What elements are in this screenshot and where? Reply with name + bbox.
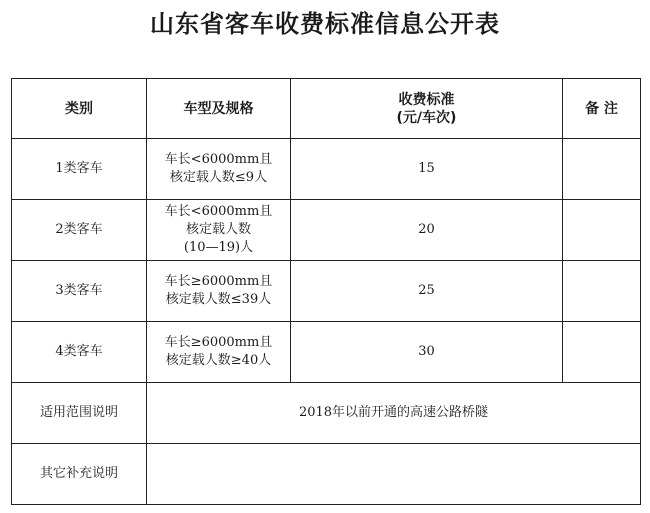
category-cell: 2类客车 — [12, 200, 147, 261]
page-title: 山东省客车收费标准信息公开表 — [150, 9, 500, 38]
category-cell: 1类客车 — [12, 139, 147, 200]
other-notes-value — [147, 444, 641, 505]
spec-cell — [147, 200, 291, 261]
spec-line: 核定载人数≤39人 — [165, 292, 272, 307]
table-row — [12, 261, 641, 322]
spec-line: 核定载人数 — [185, 222, 251, 237]
note-cell — [563, 200, 641, 261]
scope-value: 2018年以前开通的高速公路桥隧 — [147, 383, 641, 444]
spec-line: 车长<6000mm且 — [164, 204, 273, 219]
spec-cell — [147, 322, 291, 383]
table-row — [12, 322, 641, 383]
spec-line: 车长≥6000mm且 — [164, 335, 273, 350]
category-cell: 4类客车 — [12, 322, 147, 383]
spec-line: 核定载人数≤9人 — [169, 170, 268, 185]
note-cell — [563, 261, 641, 322]
note-cell — [563, 139, 641, 200]
fee-cell: 15 — [291, 139, 563, 200]
spec-line: 车长≥6000mm且 — [164, 274, 273, 289]
scope-row — [12, 383, 641, 444]
header-fee-unit: (元/车次) — [396, 109, 457, 126]
category-cell: 3类客车 — [12, 261, 147, 322]
table-header-row — [12, 79, 641, 139]
header-note: 备 注 — [563, 79, 641, 139]
scope-label: 适用范围说明 — [12, 383, 147, 444]
fee-cell: 20 — [291, 200, 563, 261]
fee-standard-table — [11, 78, 641, 505]
other-notes-label: 其它补充说明 — [12, 444, 147, 505]
fee-cell: 25 — [291, 261, 563, 322]
header-fee — [291, 79, 563, 139]
header-spec: 车型及规格 — [147, 79, 291, 139]
header-category: 类别 — [12, 79, 147, 139]
fee-cell: 30 — [291, 322, 563, 383]
spec-line: 车长<6000mm且 — [164, 152, 273, 167]
header-fee-title: 收费标准 — [398, 91, 455, 108]
table-row — [12, 139, 641, 200]
spec-line: (10—19)人 — [183, 240, 254, 255]
spec-line: 核定载人数≥40人 — [165, 353, 272, 368]
spec-cell — [147, 139, 291, 200]
table-row — [12, 200, 641, 261]
note-cell — [563, 322, 641, 383]
other-notes-row — [12, 444, 641, 505]
spec-cell — [147, 261, 291, 322]
